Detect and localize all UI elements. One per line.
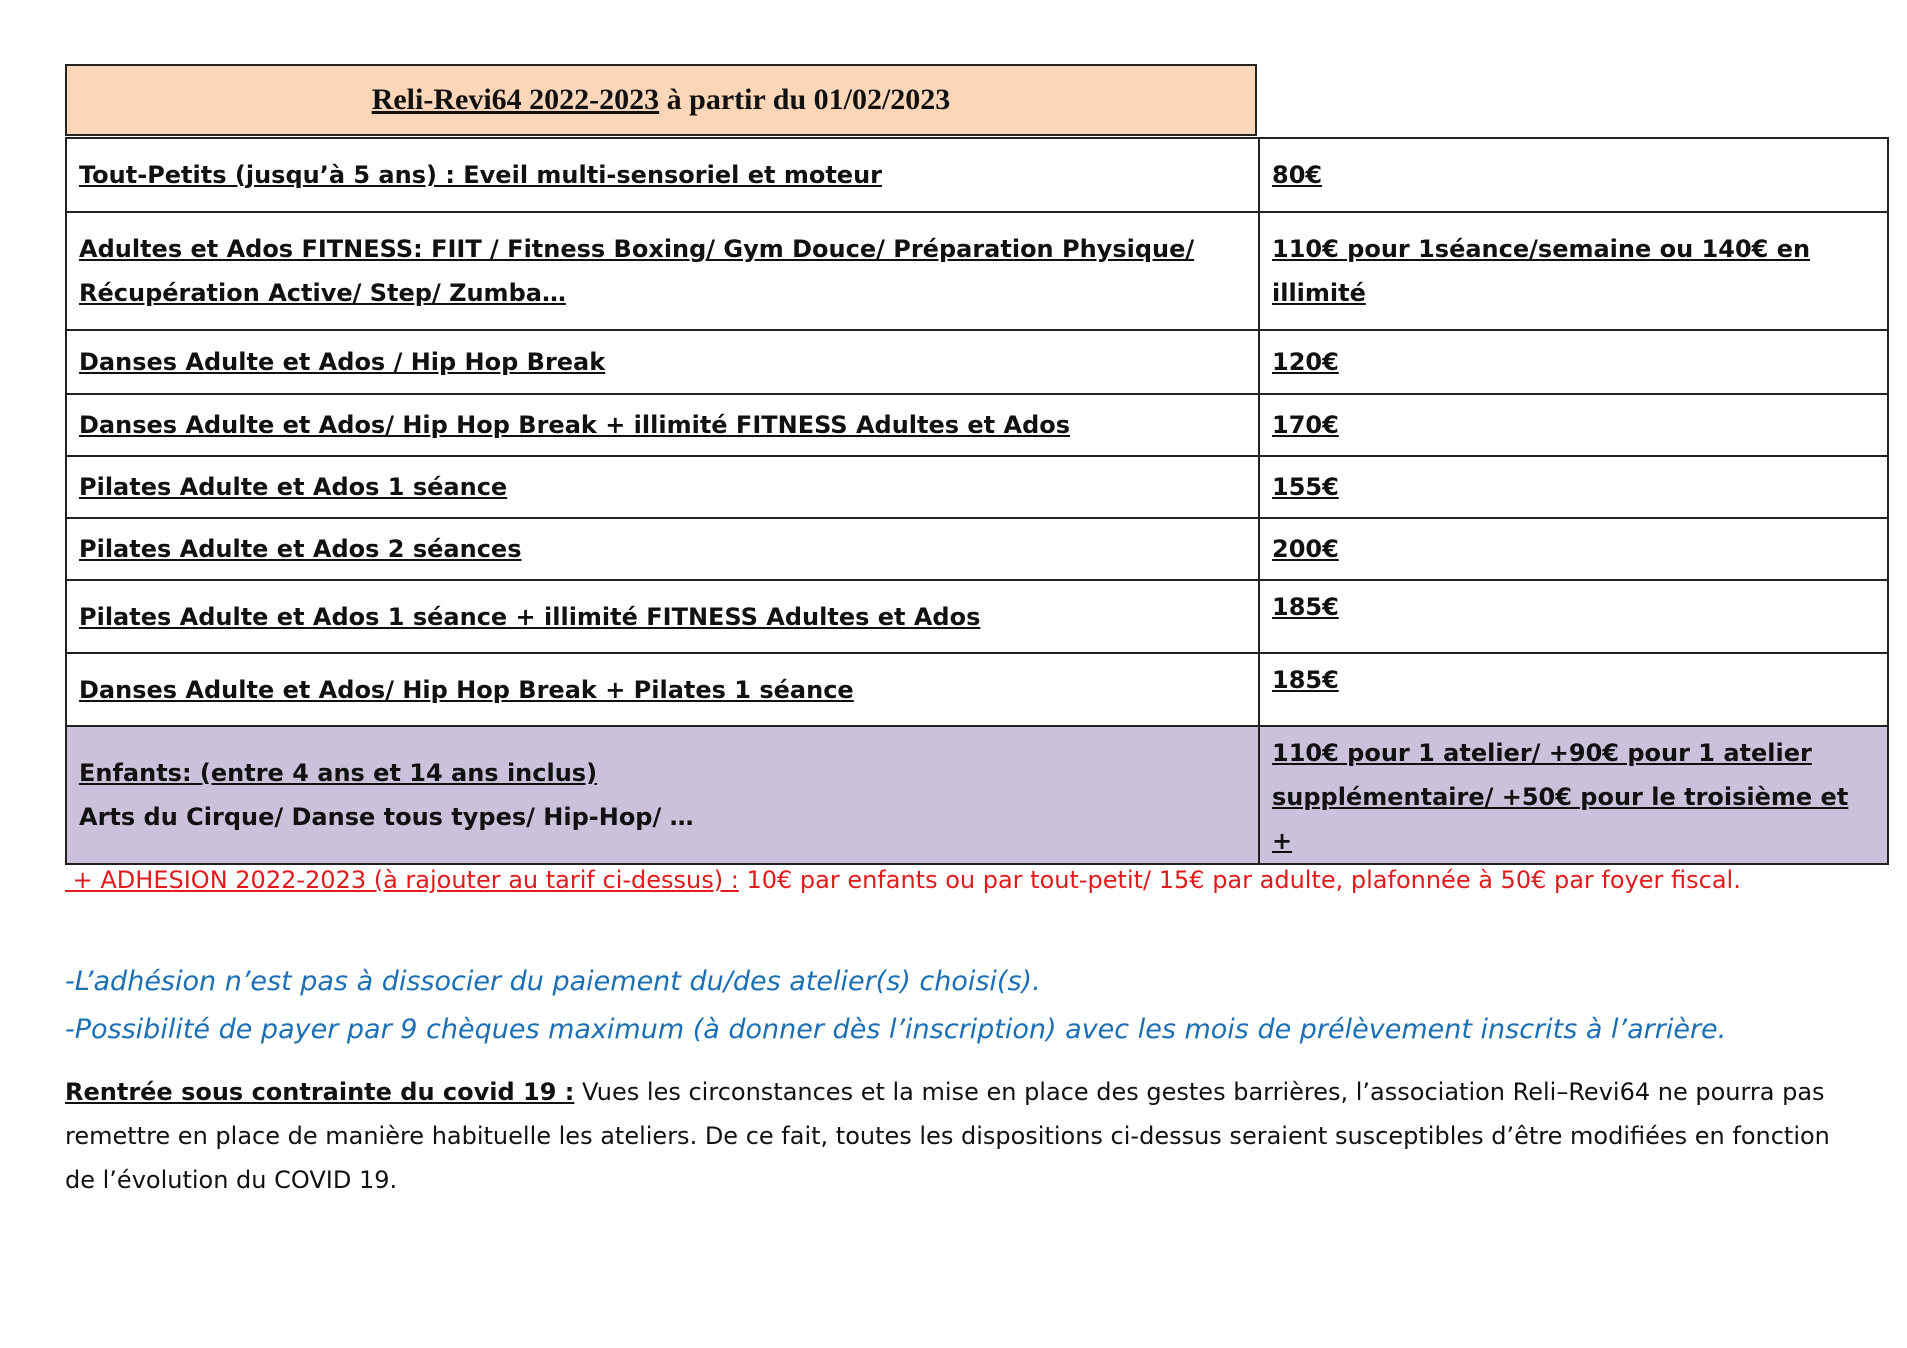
activity-cell: Pilates Adulte et Ados 1 séance	[66, 456, 1259, 518]
price-cell: 200€	[1259, 518, 1888, 580]
price-table	[65, 137, 1889, 865]
covid-lead: Rentrée sous contrainte du covid 19 :	[65, 1078, 575, 1106]
activity-cell: Danses Adulte et Ados / Hip Hop Break	[66, 330, 1259, 394]
table-row	[66, 138, 1888, 212]
activity-cell: Danses Adulte et Ados/ Hip Hop Break + illimité FITNESS Adultes et Ados	[66, 394, 1259, 456]
adhesion-note	[65, 858, 1845, 902]
kids-activities-line: Arts du Cirque/ Danse tous types/ Hip-Hop/ …	[79, 803, 694, 831]
payment-note-1: -L’adhésion n’est pas à dissocier du paiement du/des atelier(s) choisi(s).	[65, 966, 1041, 997]
table-row	[66, 456, 1888, 518]
title-rest: à partir du 01/02/2023	[659, 83, 951, 116]
activity-cell: Tout-Petits (jusqu’à 5 ans) : Eveil multi-sensoriel et moteur	[66, 138, 1259, 212]
price-cell: 110€ pour 1séance/semaine ou 140€ en illimité	[1259, 212, 1888, 330]
activity-cell: Danses Adulte et Ados/ Hip Hop Break + Pilates 1 séance	[66, 653, 1259, 726]
payment-note-2: -Possibilité de payer par 9 chèques maximum (à donner dès l’inscription) avec les mois de prélèvement inscrits à l’arrière.	[65, 1014, 1727, 1045]
price-cell: 170€	[1259, 394, 1888, 456]
table-row	[66, 518, 1888, 580]
price-cell: 120€	[1259, 330, 1888, 394]
covid-notice	[65, 1070, 1865, 1202]
activity-cell: Pilates Adulte et Ados 2 séances	[66, 518, 1259, 580]
table-row	[66, 212, 1888, 330]
price-cell: 185€	[1259, 580, 1888, 653]
title-underlined: Reli-Revi64 2022-2023	[371, 83, 660, 116]
covid-text: Vues les circonstances et la mise en place des gestes barrières, l’association Reli–Revi64 ne pourra pas remettre en place de manière habituelle les ateliers. De ce fait, toutes les dispositions ci-dessus seraient susceptibles d’être modifiées en fonction de l’évolution du COVID 19.	[65, 1078, 1830, 1194]
kids-row	[66, 726, 1888, 864]
activity-cell: Adultes et Ados FITNESS: FIIT / Fitness Boxing/ Gym Douce/ Préparation Physique/ Récupération Active/ Step/ Zumba…	[66, 212, 1259, 330]
kids-activity-cell	[66, 726, 1259, 864]
document-title	[65, 64, 1257, 136]
table-row	[66, 580, 1888, 653]
price-cell: 155€	[1259, 456, 1888, 518]
kids-age-line: Enfants: (entre 4 ans et 14 ans inclus)	[79, 759, 598, 787]
table-row	[66, 330, 1888, 394]
table-row	[66, 653, 1888, 726]
adhesion-text: 10€ par enfants ou par tout-petit/ 15€ par adulte, plafonnée à 50€ par foyer fiscal.	[738, 866, 1741, 894]
activity-cell: Pilates Adulte et Ados 1 séance + illimité FITNESS Adultes et Ados	[66, 580, 1259, 653]
price-cell: 185€	[1259, 653, 1888, 726]
kids-price-cell: 110€ pour 1 atelier/ +90€ pour 1 atelier supplémentaire/ +50€ pour le troisième et +	[1259, 726, 1888, 864]
table-row	[66, 394, 1888, 456]
adhesion-label: + ADHESION 2022-2023 (à rajouter au tarif ci-dessus) :	[65, 866, 739, 894]
price-cell: 80€	[1259, 138, 1888, 212]
